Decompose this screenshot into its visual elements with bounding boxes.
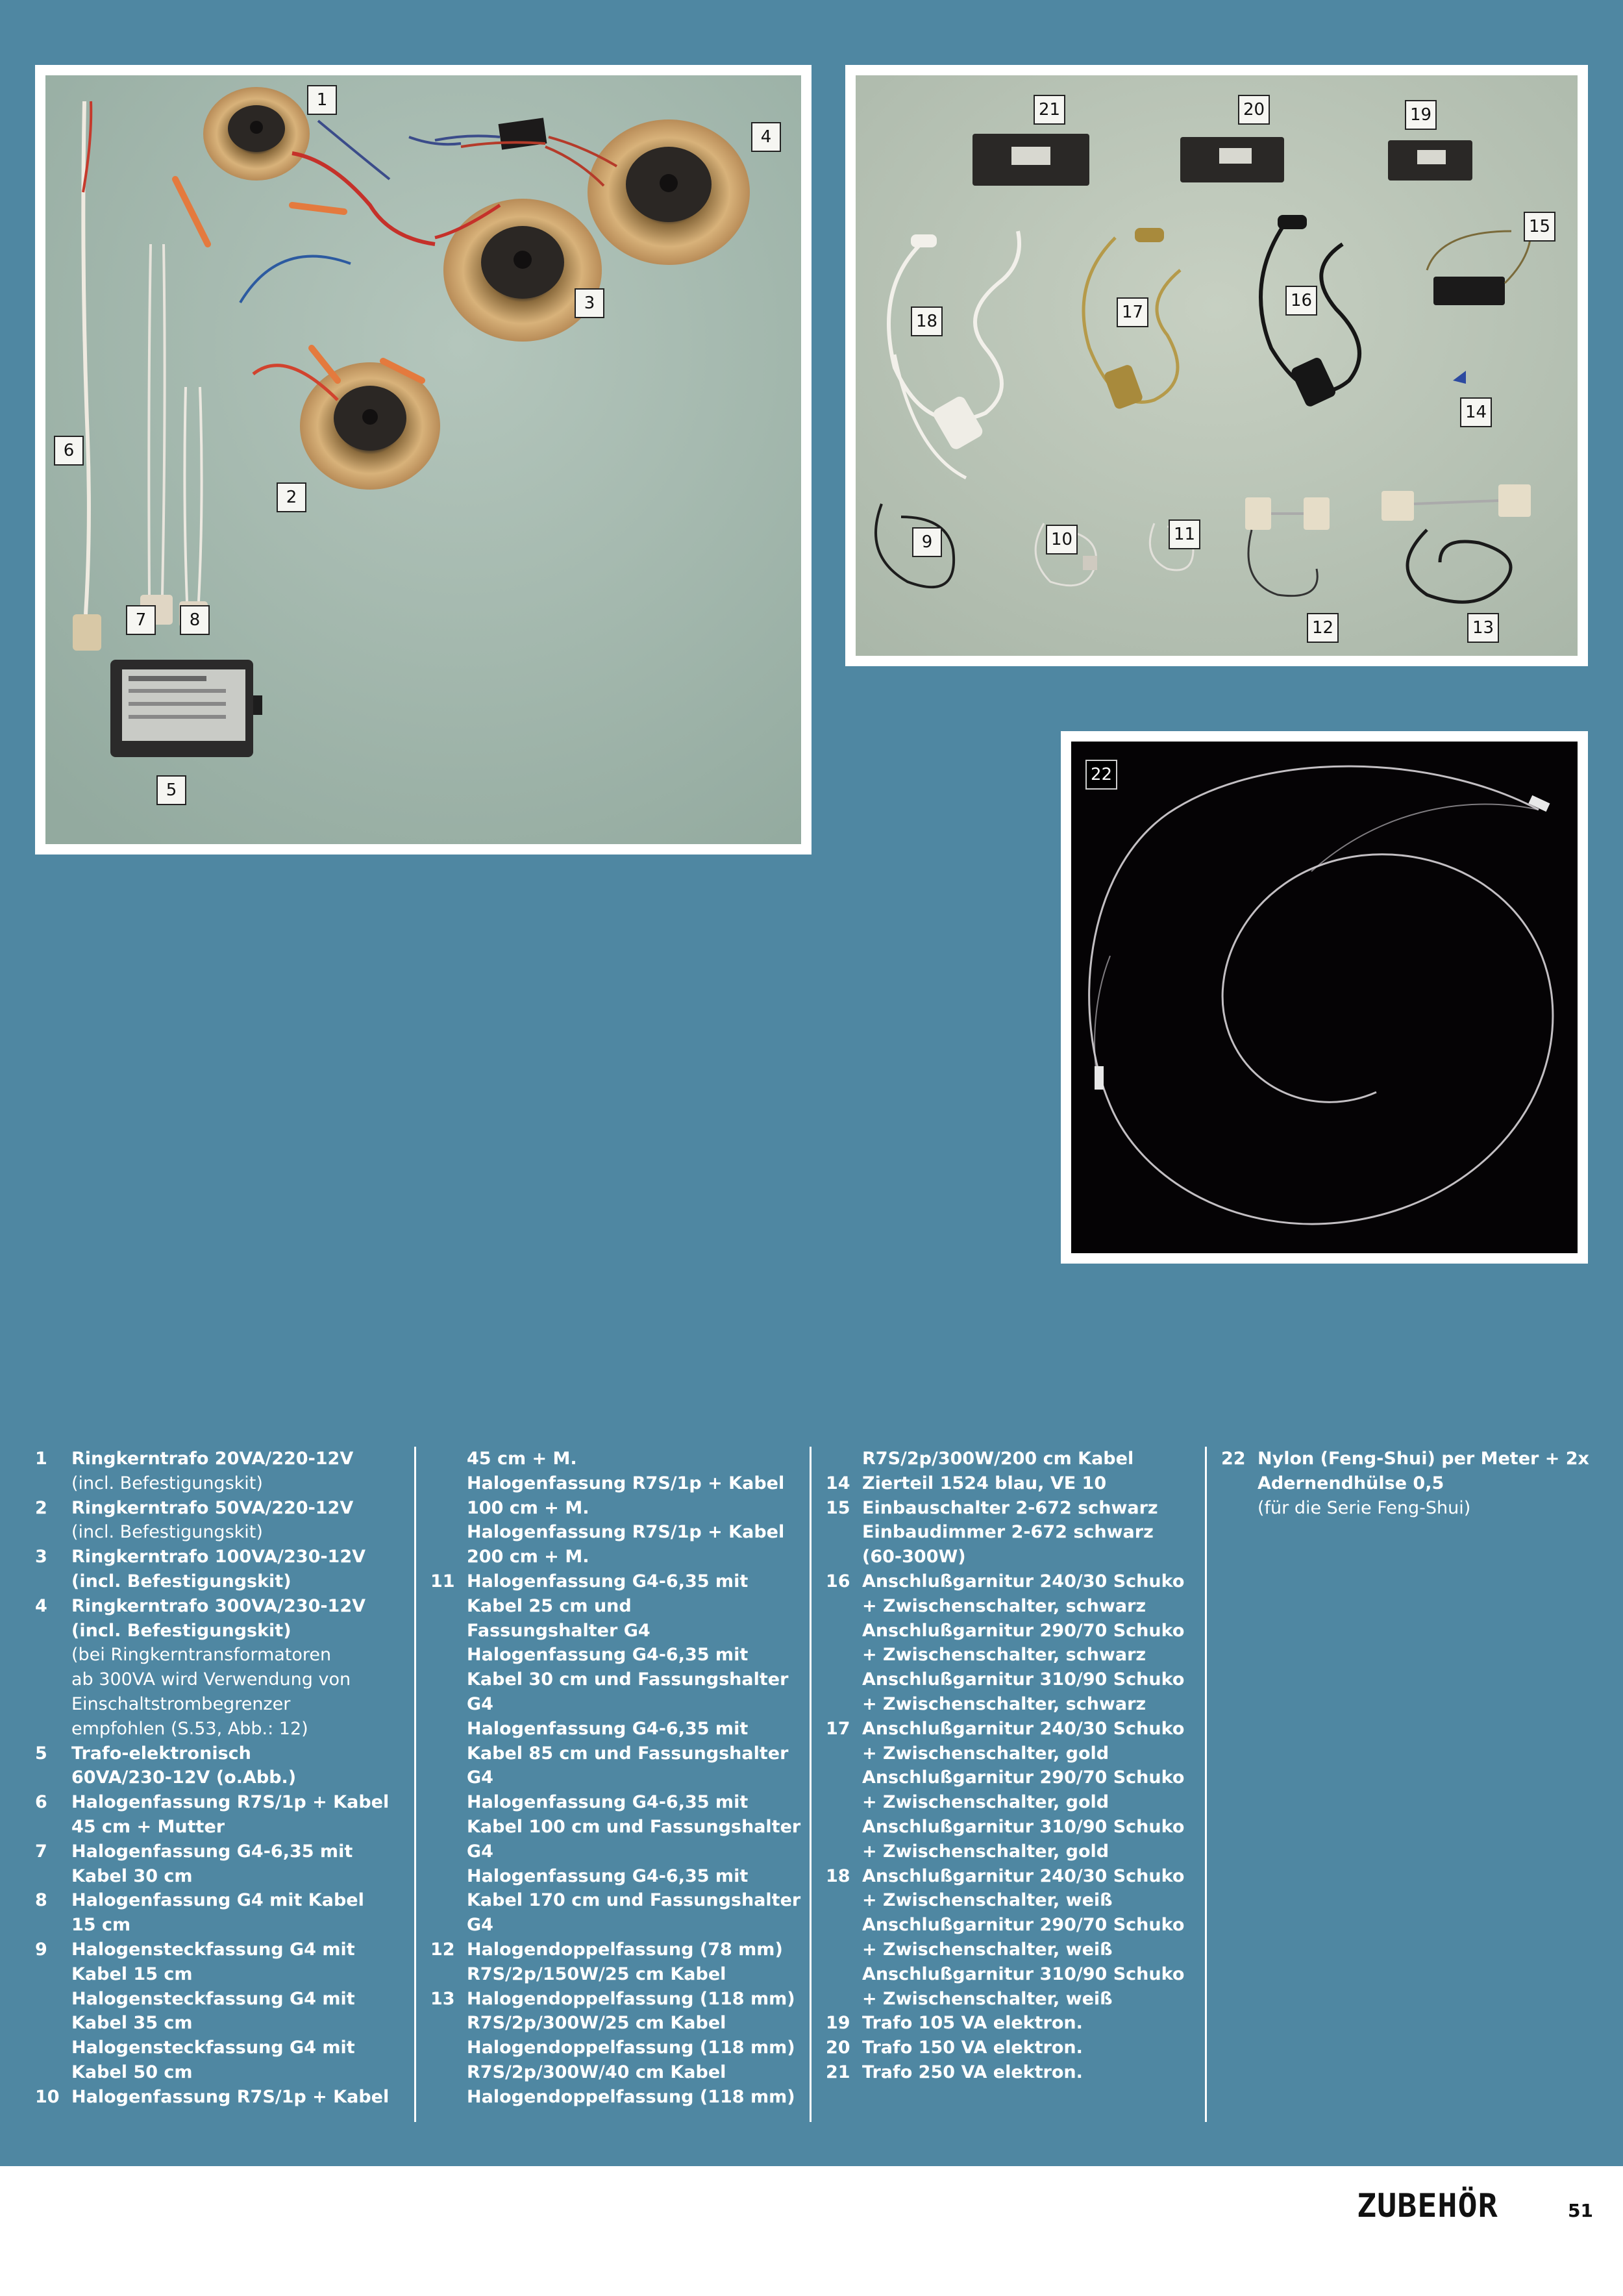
caption-text [862, 2011, 1202, 2036]
caption-line: Ringkerntrafo 20VA/220-12V [71, 1449, 354, 1469]
caption-entry [826, 1447, 1202, 1471]
photo-label-22: 22 [1085, 760, 1117, 790]
caption-line: 15 cm [71, 1915, 131, 1936]
photo-label-5: 5 [156, 775, 186, 805]
caption-text [862, 1496, 1202, 1569]
caption-text [71, 1447, 412, 1496]
column-divider [810, 1447, 812, 2122]
caption-text [1258, 1447, 1598, 1520]
caption-line: Anschlußgarnitur 240/30 Schuko [862, 1571, 1185, 1591]
caption-line: G4 [467, 1693, 493, 1714]
caption-line: Einbauschalter 2-672 schwarz [862, 1497, 1158, 1518]
caption-number: 4 [35, 1595, 47, 1616]
caption-line: Halogensteckfassung G4 mit [71, 1988, 355, 2009]
caption-number: 22 [1221, 1449, 1246, 1469]
caption-text [467, 1987, 807, 2110]
caption-line: Halogendoppelfassung (118 mm) [467, 2038, 795, 2058]
caption-line: Anschlußgarnitur 290/70 Schuko [862, 1915, 1185, 1936]
photo-label-2: 2 [277, 482, 306, 512]
caption-line: Ringkerntrafo 50VA/220-12V [71, 1497, 354, 1518]
photo-transformers-frame [35, 65, 812, 855]
caption-entry [35, 1938, 412, 2085]
caption-number: 19 [826, 2013, 850, 2034]
section-title: ZUBEHÖR [1357, 2187, 1498, 2225]
caption-entry [826, 2036, 1202, 2060]
photo-transformers [45, 75, 801, 844]
caption-number: 15 [826, 1497, 850, 1518]
caption-line: Ringkerntrafo 100VA/230-12V [71, 1547, 366, 1567]
caption-entry [1221, 1447, 1598, 1520]
caption-number: 21 [826, 2062, 850, 2082]
caption-text [71, 2085, 412, 2110]
caption-line: Kabel 35 cm [71, 2013, 193, 2034]
caption-text [467, 1569, 807, 1938]
caption-text [862, 1864, 1202, 2012]
caption-line: Ringkerntrafo 300VA/230-12V [71, 1595, 366, 1616]
column-divider [1205, 1447, 1207, 2122]
caption-line: R7S/2p/300W/200 cm Kabel [862, 1449, 1134, 1469]
caption-line: Kabel 30 cm [71, 1866, 193, 1886]
caption-line: Halogenfassung R7S/1p + Kabel [467, 1473, 785, 1493]
caption-line: Einschaltstrombegrenzer [71, 1693, 291, 1714]
caption-entry [826, 2060, 1202, 2085]
caption-line: (incl. Befestigungskit) [71, 1571, 291, 1591]
caption-line: (60-300W) [862, 1547, 966, 1567]
caption-number: 18 [826, 1866, 850, 1886]
caption-line: Halogendoppelfassung (118 mm) [467, 2086, 795, 2107]
caption-number: 1 [35, 1449, 47, 1469]
photo-nylon-fiber-frame [1061, 731, 1588, 1264]
caption-line: Halogenfassung G4-6,35 mit [467, 1645, 749, 1666]
caption-line: R7S/2p/150W/25 cm Kabel [467, 1964, 726, 1984]
photo-accessories-image [856, 75, 1578, 656]
caption-entry [826, 2011, 1202, 2036]
caption-number: 9 [35, 1939, 47, 1960]
photo-label-4: 4 [751, 122, 781, 152]
caption-line: Anschlußgarnitur 290/70 Schuko [862, 1620, 1185, 1641]
caption-text [862, 1471, 1202, 1496]
caption-entry [430, 1569, 807, 1938]
caption-entry [430, 1987, 807, 2110]
caption-line: G4 [467, 1915, 493, 1936]
caption-line: + Zwischenschalter, weiß [862, 1988, 1113, 2009]
caption-column [35, 1447, 412, 2110]
caption-line: Fassungshalter G4 [467, 1620, 650, 1641]
caption-line: 60VA/230-12V (o.Abb.) [71, 1767, 297, 1788]
caption-line: Anschlußgarnitur 310/90 Schuko [862, 1669, 1185, 1690]
caption-line: Halogenfassung G4-6,35 mit [467, 1718, 749, 1739]
caption-text [71, 1790, 412, 1840]
photo-label-3: 3 [575, 288, 604, 318]
caption-line: (incl. Befestigungskit) [71, 1522, 263, 1543]
photo-label-15: 15 [1524, 212, 1555, 242]
caption-text [862, 1717, 1202, 1864]
caption-text [71, 1938, 412, 2085]
caption-line: + Zwischenschalter, weiß [862, 1890, 1113, 1911]
photo-label-17: 17 [1117, 297, 1148, 327]
caption-entry [430, 1938, 807, 1987]
photo-accessories-frame [845, 65, 1588, 666]
caption-text [862, 1569, 1202, 1717]
caption-line: Halogenfassung G4-6,35 mit [467, 1571, 749, 1591]
caption-line: Anschlußgarnitur 310/90 Schuko [862, 1964, 1185, 1984]
caption-number: 3 [35, 1547, 47, 1567]
caption-number [826, 1447, 862, 1471]
caption-line: + Zwischenschalter, gold [862, 1792, 1109, 1813]
photo-label-11: 11 [1169, 519, 1200, 549]
caption-number [430, 1447, 467, 1569]
caption-line: (für die Serie Feng-Shui) [1258, 1497, 1471, 1518]
caption-text [467, 1938, 807, 1987]
photo-label-6: 6 [54, 436, 84, 466]
caption-entry [826, 1864, 1202, 2012]
caption-entry [35, 1790, 412, 1840]
caption-column [430, 1447, 807, 2110]
caption-line: G4 [467, 1767, 493, 1788]
caption-line: (incl. Befestigungskit) [71, 1473, 263, 1493]
photo-label-16: 16 [1285, 286, 1317, 316]
caption-text [71, 1496, 412, 1545]
caption-line: + Zwischenschalter, gold [862, 1841, 1109, 1862]
caption-text [71, 1594, 412, 1741]
photo-label-21: 21 [1034, 95, 1065, 125]
photo-label-19: 19 [1405, 100, 1437, 130]
caption-number: 8 [35, 1890, 47, 1911]
caption-line: Halogenfassung G4-6,35 mit [467, 1792, 749, 1813]
caption-column [826, 1447, 1202, 2085]
photo-label-10: 10 [1046, 525, 1078, 555]
caption-text [71, 1888, 412, 1938]
caption-line: (bei Ringkerntransformatoren [71, 1645, 332, 1666]
caption-entry [826, 1496, 1202, 1569]
caption-entry [35, 1447, 412, 1496]
caption-line: Kabel 170 cm und Fassungshalter [467, 1890, 801, 1911]
caption-text [862, 1447, 1202, 1471]
caption-number: 7 [35, 1841, 47, 1862]
caption-line: Trafo-elektronisch [71, 1743, 251, 1764]
caption-line: Halogensteckfassung G4 mit [71, 2038, 355, 2058]
caption-line: Zierteil 1524 blau, VE 10 [862, 1473, 1107, 1493]
caption-line: Nylon (Feng-Shui) per Meter + 2x [1258, 1449, 1589, 1469]
caption-line: (incl. Befestigungskit) [71, 1620, 291, 1641]
page-number: 51 [1568, 2200, 1593, 2221]
photo-accessories [856, 75, 1578, 656]
caption-line: Kabel 100 cm und Fassungshalter [467, 1816, 801, 1837]
caption-line: Adernendhülse 0,5 [1258, 1473, 1444, 1493]
caption-line: Kabel 30 cm und Fassungshalter [467, 1669, 789, 1690]
caption-line: R7S/2p/300W/40 cm Kabel [467, 2062, 726, 2082]
caption-entry [430, 1447, 807, 1569]
caption-number: 16 [826, 1571, 850, 1591]
caption-text [71, 1741, 412, 1791]
caption-line: Halogenfassung R7S/1p + Kabel [467, 1522, 785, 1543]
photo-label-8: 8 [180, 605, 210, 635]
caption-number: 12 [430, 1939, 455, 1960]
photo-label-20: 20 [1238, 95, 1270, 125]
caption-entry [35, 1741, 412, 1791]
caption-line: R7S/2p/300W/25 cm Kabel [467, 2013, 726, 2034]
caption-line: Kabel 15 cm [71, 1964, 193, 1984]
caption-line: Kabel 25 cm und [467, 1595, 632, 1616]
photo-nylon-fiber-image [1071, 742, 1578, 1253]
caption-line: + Zwischenschalter, schwarz [862, 1693, 1146, 1714]
caption-number: 11 [430, 1571, 455, 1591]
caption-entry [35, 1545, 412, 1594]
photo-label-9: 9 [912, 527, 942, 557]
caption-line: ab 300VA wird Verwendung von [71, 1669, 351, 1690]
caption-number: 20 [826, 2038, 850, 2058]
photo-label-18: 18 [911, 306, 943, 336]
caption-line: 100 cm + M. [467, 1497, 589, 1518]
caption-column [1221, 1447, 1598, 1520]
caption-number: 10 [35, 2086, 60, 2107]
caption-text [467, 1447, 807, 1569]
caption-entry [35, 1840, 412, 1889]
caption-text [71, 1545, 412, 1594]
caption-line: Trafo 105 VA elektron. [862, 2013, 1083, 2034]
caption-entry [826, 1471, 1202, 1496]
column-divider [414, 1447, 416, 2122]
caption-entry [35, 2085, 412, 2110]
caption-number: 17 [826, 1718, 850, 1739]
caption-line: Kabel 50 cm [71, 2062, 193, 2082]
caption-line: Halogenfassung G4-6,35 mit [467, 1866, 749, 1886]
caption-number: 5 [35, 1743, 47, 1764]
caption-line: G4 [467, 1841, 493, 1862]
caption-line: Einbaudimmer 2-672 schwarz [862, 1522, 1154, 1543]
photo-label-13: 13 [1467, 613, 1499, 643]
caption-line: Halogensteckfassung G4 mit [71, 1939, 355, 1960]
caption-number: 13 [430, 1988, 455, 2009]
caption-number: 6 [35, 1792, 47, 1813]
caption-number: 14 [826, 1473, 850, 1493]
caption-entry [826, 1717, 1202, 1864]
caption-line: + Zwischenschalter, schwarz [862, 1595, 1146, 1616]
caption-line: Halogendoppelfassung (118 mm) [467, 1988, 795, 2009]
caption-line: 200 cm + M. [467, 1547, 589, 1567]
caption-line: Anschlußgarnitur 310/90 Schuko [862, 1816, 1185, 1837]
caption-line: Halogenfassung G4 mit Kabel [71, 1890, 364, 1911]
caption-text [862, 2036, 1202, 2060]
caption-line: Halogenfassung R7S/1p + Kabel [71, 1792, 390, 1813]
caption-line: Halogenfassung G4-6,35 mit [71, 1841, 353, 1862]
caption-line: + Zwischenschalter, schwarz [862, 1645, 1146, 1666]
caption-line: Trafo 150 VA elektron. [862, 2038, 1083, 2058]
caption-entry [35, 1888, 412, 1938]
caption-line: Anschlußgarnitur 240/30 Schuko [862, 1866, 1185, 1886]
caption-line: + Zwischenschalter, gold [862, 1743, 1109, 1764]
caption-line: 45 cm + M. [467, 1449, 577, 1469]
caption-line: Anschlußgarnitur 240/30 Schuko [862, 1718, 1185, 1739]
caption-entry [35, 1496, 412, 1545]
photo-label-1: 1 [307, 85, 337, 115]
caption-line: Trafo 250 VA elektron. [862, 2062, 1083, 2082]
photo-label-14: 14 [1460, 397, 1492, 427]
photo-label-12: 12 [1307, 613, 1339, 643]
photo-label-7: 7 [126, 605, 156, 635]
caption-number: 2 [35, 1497, 47, 1518]
caption-line: Kabel 85 cm und Fassungshalter [467, 1743, 789, 1764]
caption-text [862, 2060, 1202, 2085]
caption-columns [0, 1447, 1623, 2122]
caption-line: + Zwischenschalter, weiß [862, 1939, 1113, 1960]
photo-nylon-fiber [1071, 742, 1578, 1253]
caption-line: Anschlußgarnitur 290/70 Schuko [862, 1767, 1185, 1788]
photo-transformers-image [45, 75, 801, 844]
caption-entry [35, 1594, 412, 1741]
caption-line: 45 cm + Mutter [71, 1816, 225, 1837]
caption-entry [826, 1569, 1202, 1717]
caption-line: Halogenfassung R7S/1p + Kabel [71, 2086, 390, 2107]
caption-text [71, 1840, 412, 1889]
caption-line: empfohlen (S.53, Abb.: 12) [71, 1718, 308, 1739]
caption-line: Halogendoppelfassung (78 mm) [467, 1939, 783, 1960]
